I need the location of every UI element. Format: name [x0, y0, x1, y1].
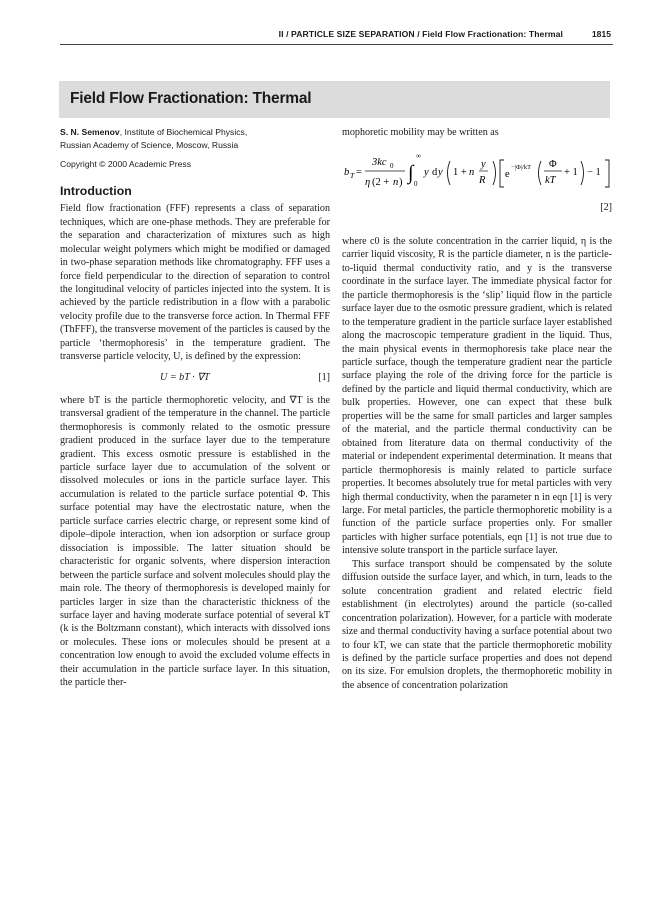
svg-text:b: b — [344, 167, 350, 179]
author-line2: Russian Academy of Science, Moscow, Russia — [60, 140, 239, 151]
svg-text:): ) — [399, 177, 403, 189]
svg-text:y: y — [481, 159, 486, 171]
paragraph-thermophoresis: where bT is the particle thermophoretic velocity, and ∇T is the transversal gradient of the temperature in the channel. The particle thermophoresis is commonly related to the osmotic pressure gradient produced in the surface layer due to the temperature gradient. This excess osmotic pressure is established in the particle surface layer due to accumulation of the solvent or dissolved molecules or ions in the particle surface layer. This accumulation is related to the particle surface potential Φ. This surface potential may have the electrostatic nature, when the particle surface carries electric charge, or represent some kind of dipole–dipole interaction, when ion adsorption or surface group dissociation is impossible. The latter situation should be characteristic for organic solvents, where dispersion interaction between the particle surface and solvent molecules should play the main role. The theory of thermophoresis is developed mainly for particles larger in size than the characteristic thickness of the surface layer and having moderate surface potential of several kT (k is the Boltzmann constant), which interacts with dissolved ions or molecules. These ions or molecules should be present at a concentration low enough to avoid the excluded volume effects in their accumulation in the particle surface layer. In this situation, the particle ther- — [60, 394, 330, 689]
svg-text:1 +: 1 + — [453, 167, 467, 179]
svg-text:n: n — [393, 177, 399, 189]
svg-text:e: e — [505, 169, 510, 181]
page-number: 1815 — [591, 29, 611, 39]
svg-text:R: R — [479, 175, 486, 187]
paragraph-surface-transport: This surface transport should be compensated by the solute diffusion outside the surface layer, and which, in turn, leads to the solute concentration gradient and related electric field establishment (in electrolytes) around the particle (so-called concentration polarization). However, for a particle with moderate size and thermal conductivity having a surface potential about two to four kT, we can state that the particle thermophoretic mobility is defined by the particle surface properties and does not depend on its size. For emulsion droplets, the thermophoretic mobility in the absence of concentration polarization — [342, 558, 612, 691]
svg-text:0: 0 — [414, 180, 418, 189]
svg-text:=: = — [356, 167, 362, 179]
running-head-title: II / PARTICLE SIZE SEPARATION / Field Flow Fractionation: Thermal — [278, 29, 563, 39]
paragraph-intro: Field flow fractionation (FFF) represents a class of separation techniques, which are one-phase methods. They are preferable for the separation and characterization of mixtures such as high molecular weight polymers which might be modified or damaged in two-phase separation methods like chromatography. FFF uses a force field perpendicular to the direction of separation to control the longitudinal velocity of particles injected into the system. It is achieved by the particle redistribution in a flow with a parabolic velocity profile due to the transverse force action. In Thermal FFF (ThFFF), the transverse movement of the particles is caused by the particle ‘thermophoresis’ in the temperature gradient. The transverse particle velocity, U, is defined by the expression: — [60, 203, 330, 363]
author-affiliation — [60, 126, 330, 152]
equation-2-number: [2] — [600, 202, 612, 214]
right-column — [342, 126, 612, 692]
equation-1 — [60, 366, 330, 390]
svg-text:(2 +: (2 + — [372, 177, 390, 189]
left-column — [60, 126, 330, 690]
author-name: S. N. Semenov — [60, 127, 120, 137]
paragraph-mobility-definitions: where c0 is the solute concentration in the carrier liquid, η is the carrier liquid viscosity, R is the particle diameter, n is the particle-to-liquid thermal conductivity ratio, and y is the transverse coordinate in the surface layer. The immediate physical factor for the particle thermophoresis is the ‘slip’ liquid flow in the particle surface layer due to the osmotic pressure gradient, which is related to the temperature gradient in the particle surface layer established along the macroscopic temperature gradient in the liquid. Thus, the main physical events in thermophoresis take place near the particle surface, though the temperature gradient near the particle surface playing the role of the driving force for the particle is defined by the particle and liquid thermal conductivity, which are bulk properties. However, one can expect that these bulk properties will be the same for small particles and larger samples of the material, and the particle thermal conductivity can be obtained from literature data on thermal conductivity of the material or independent experimental determination. It means that particle thermophoresis is mainly related to particle surface properties. It becomes absolutely true for metal particles with very high thermal conductivity, when the parameter n in eqn [1] is very large. For metal particles, the particle thermophoretic mobility is a function of the particle surface properties only. For smaller particles with higher surface potentials, eqn [1] is not true due to intensive solute transport in the particle surface layer. — [342, 235, 612, 557]
svg-text:y: y — [438, 167, 443, 179]
svg-text:3kc: 3kc — [372, 157, 387, 169]
equation-1-number: [1] — [318, 371, 330, 383]
svg-text:kT: kT — [545, 175, 556, 187]
article-title: Field Flow Fractionation: Thermal — [70, 90, 312, 107]
svg-text:d: d — [432, 167, 438, 179]
equation-2 — [342, 145, 612, 197]
svg-text:η: η — [365, 177, 371, 189]
svg-text:−|Φ|/kT: −|Φ|/kT — [511, 164, 532, 172]
svg-text:0: 0 — [390, 162, 394, 171]
svg-text:∫: ∫ — [408, 162, 414, 185]
svg-text:+ 1: + 1 — [564, 167, 578, 179]
section-heading-introduction: Introduction — [60, 184, 132, 199]
running-header — [60, 29, 613, 43]
author-line1: , Institute of Biochemical Physics, — [119, 127, 248, 137]
equation-2-formula — [342, 145, 612, 197]
svg-text:∞: ∞ — [416, 152, 421, 161]
paragraph-mobility-intro: mophoretic mobility may be written as — [342, 127, 499, 138]
svg-text:y: y — [424, 167, 429, 179]
header-rule — [60, 44, 613, 45]
svg-text:Φ: Φ — [549, 159, 557, 171]
equation-1-text: U = bT · ∇T — [160, 371, 210, 383]
svg-text:− 1: − 1 — [587, 167, 601, 179]
svg-text:n: n — [469, 167, 475, 179]
article-title-banner — [59, 81, 610, 118]
svg-text:T: T — [350, 171, 355, 181]
copyright: Copyright © 2000 Academic Press — [60, 159, 192, 170]
